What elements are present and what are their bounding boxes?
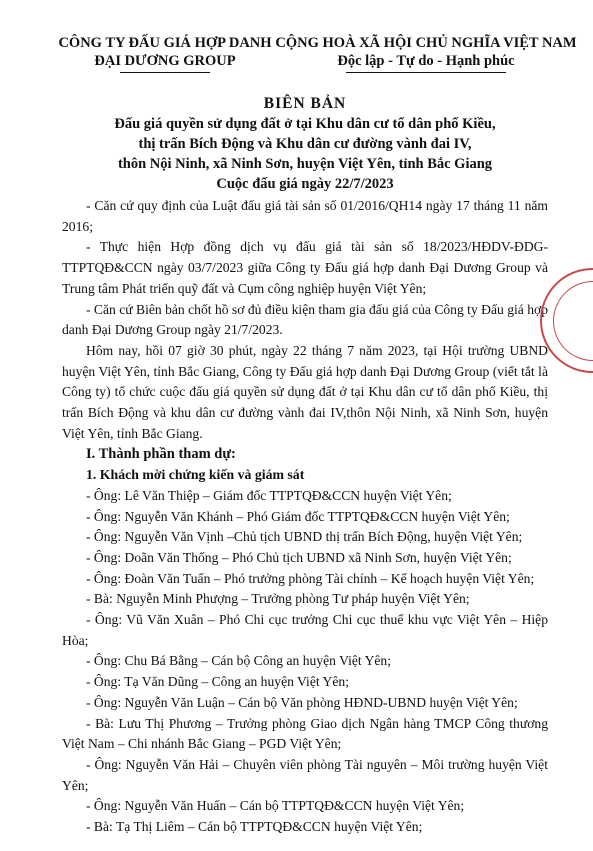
opening-paragraph: Hôm nay, hồi 07 giờ 30 phút, ngày 22 tháng 7 năm 2023, tại Hội trường UBND huyện Việt Yên, tỉnh Bắc Giang, Công ty Đấu giá hợp danh Đại Dương Group (viết tắt là Công ty) tổ chức cuộc đấu giá quyền sử dụng đất ở tại Khu dân cư tổ dân phố Kiều, thị trấn Bích Động và khu dân cư đường vành đai IV,thôn Nội Ninh, xã Ninh Sơn, huyện Việt Yên, tỉnh Bắc Giang. (62, 342, 548, 441)
motto-underline (346, 72, 506, 73)
auction-date-line: Cuộc đấu giá ngày 22/7/2023 (216, 176, 394, 192)
attendee-item: - Bà: Tạ Thị Liêm – Cán bộ TTPTQĐ&CCN huyện Việt Yên; (86, 819, 423, 835)
attendee-item: - Ông: Lê Văn Thiệp – Giám đốc TTPTQĐ&CCN huyện Việt Yên; (86, 487, 452, 503)
minutes-basis-paragraph: - Căn cứ Biên bản chốt hồ sơ đủ điều kiện tham gia đấu giá của Công ty Đấu giá hợp danh Đại Dương Group ngày 21/7/2023. (62, 301, 548, 338)
attendee-item: - Bà: Lưu Thị Phương – Trưởng phòng Giao dịch Ngân hàng TMCP Công thương Việt Nam – Chi nhánh Bắc Giang – PGD Việt Yên; (62, 715, 548, 752)
document-subtitle-line: thị trấn Bích Động và Khu dân cư đường vành đai IV, (138, 136, 472, 152)
organization-name: CÔNG TY ĐẤU GIÁ HỢP DANH ĐẠI DƯƠNG GROUP (55, 34, 275, 73)
subsection-heading: 1. Khách mời chứng kiến và giám sát (86, 467, 305, 483)
document-title-block (55, 94, 555, 194)
document-subtitle-line: Đấu giá quyền sử dụng đất ở tại Khu dân cư tổ dân phố Kiều, (114, 116, 496, 132)
company-seal-inner-ring (553, 281, 593, 361)
attendee-item: - Ông: Đoàn Văn Tuấn – Phó trưởng phòng Tài chính – Kế hoạch huyện Việt Yên; (86, 570, 535, 586)
organization-underline (120, 72, 210, 73)
attendee-item: - Ông: Nguyễn Văn Huấn – Cán bộ TTPTQĐ&CCN huyện Việt Yên; (86, 798, 465, 814)
attendee-item: - Ông: Tạ Văn Dũng – Công an huyện Việt Yên; (86, 674, 349, 690)
attendee-item: - Ông: Nguyễn Văn Vịnh –Chủ tịch UBND thị trấn Bích Động, huyện Việt Yên; (86, 529, 523, 545)
attendee-item: - Bà: Nguyễn Minh Phượng – Trưởng phòng Tư pháp huyện Việt Yên; (86, 591, 470, 607)
attendee-item: - Ông: Nguyễn Văn Hải – Chuyên viên phòng Tài nguyên – Môi trường huyện Việt Yên; (62, 756, 548, 793)
legal-basis-paragraph: - Căn cứ quy định của Luật đấu giá tài sản số 01/2016/QH14 ngày 17 tháng 11 năm 2016; (62, 198, 548, 234)
attendee-item: - Ông: Doãn Văn Thống – Phó Chủ tịch UBND xã Ninh Sơn, huyện Việt Yên; (86, 549, 512, 565)
attendee-item: - Ông: Nguyễn Văn Khánh – Phó Giám đốc TTPTQĐ&CCN huyện Việt Yên; (86, 508, 510, 524)
document-title: BIÊN BẢN (263, 95, 347, 112)
attendee-item: - Ông: Chu Bá Bằng – Cán bộ Công an huyện Việt Yên; (86, 653, 392, 669)
document-body (62, 196, 548, 838)
national-motto: CỘNG HOÀ XÃ HỘI CHỦ NGHĨA VIỆT NAM Độc lập - Tự do - Hạnh phúc (270, 34, 582, 73)
attendee-item: - Ông: Vũ Văn Xuân – Phó Chi cục trưởng Chi cục thuế khu vực Việt Yên – Hiệp Hòa; (62, 612, 548, 648)
attendee-item: - Ông: Nguyễn Văn Luận – Cán bộ Văn phòng HĐND-UBND huyện Việt Yên; (86, 694, 518, 710)
document-subtitle-line: thôn Nội Ninh, xã Ninh Sơn, huyện Việt Yên, tỉnh Bắc Giang (117, 156, 493, 172)
contract-paragraph: - Thực hiện Hợp đồng dịch vụ đấu giá tài sản số 18/2023/HĐDV-ĐDG-TTPTQĐ&CCN ngày 03/7/2023 giữa Công ty Đấu giá hợp danh Đại Dương Group và Trung tâm Phát triển quỹ đất và Cụm công nghiệp huyện Việt Yên; (62, 239, 548, 296)
section-heading: I. Thành phần tham dự: (86, 446, 236, 463)
